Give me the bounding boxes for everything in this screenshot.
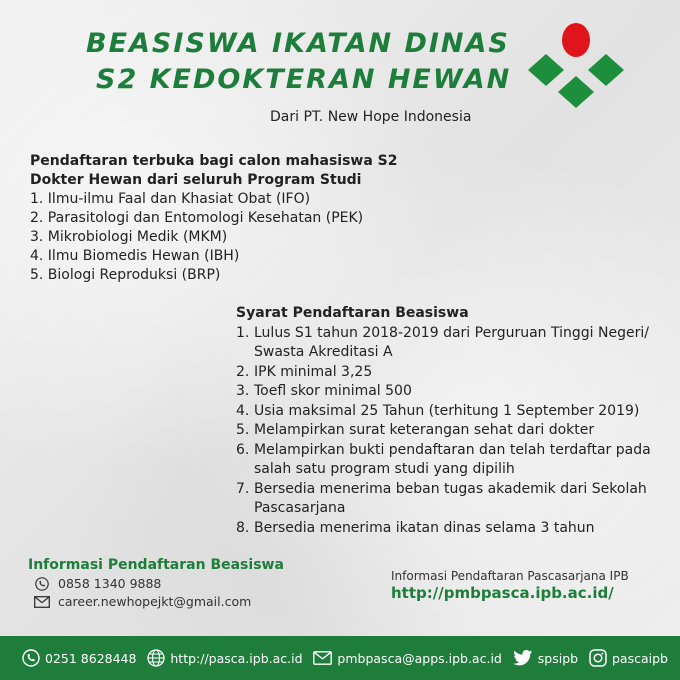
requirement-text: Melampirkan bukti pendaftaran dan telah terdaftar pada salah satu program studi yang dipilih	[254, 441, 651, 477]
requirement-item	[236, 324, 666, 363]
pasca-info-label: Informasi Pendaftaran Pascasarjana IPB	[391, 569, 629, 583]
requirements-heading: Syarat Pendaftaran Beasiswa	[236, 305, 469, 321]
instagram-icon	[589, 649, 607, 667]
requirement-item	[236, 480, 666, 519]
contact-email: career.newhopejkt@gmail.com	[58, 594, 252, 609]
footer-phone[interactable]	[22, 649, 136, 667]
footer-instagram[interactable]	[589, 649, 668, 667]
footer-website-text: http://pasca.ipb.ac.id	[170, 650, 303, 666]
requirement-number: 8.	[236, 519, 250, 536]
intro-heading-1: Pendaftaran terbuka bagi calon mahasiswa S2	[30, 153, 398, 169]
requirement-item	[236, 363, 666, 383]
pasca-link[interactable]: http://pmbpasca.ipb.ac.id/	[391, 584, 614, 602]
title-line-2: S2 KEDOKTERAN HEWAN	[96, 64, 512, 95]
requirement-item	[236, 402, 666, 422]
requirement-number: 4.	[236, 402, 250, 419]
footer-twitter-text: spsipb	[537, 650, 579, 666]
requirement-number: 7.	[236, 480, 250, 497]
requirement-text: Lulus S1 tahun 2018-2019 dari Perguruan Tinggi Negeri/ Swasta Akreditasi A	[254, 324, 649, 360]
twitter-icon	[513, 650, 533, 666]
requirement-text: Toefl skor minimal 500	[254, 383, 412, 399]
footer-website[interactable]	[147, 649, 302, 667]
requirement-number: 2.	[236, 363, 250, 380]
requirements-section	[236, 304, 666, 538]
requirement-item	[236, 519, 666, 539]
requirement-item	[236, 382, 666, 402]
footer-twitter[interactable]	[513, 650, 578, 666]
phone-icon	[22, 649, 40, 667]
footer-phone-text: 0251 8628448	[45, 650, 137, 666]
intro-heading-2: Dokter Hewan dari seluruh Program Studi	[30, 172, 362, 188]
company-logo	[528, 22, 624, 112]
footer-email-text: pmbpasca@apps.ipb.ac.id	[337, 650, 502, 666]
phone-icon	[34, 577, 50, 591]
requirement-number: 5.	[236, 422, 250, 438]
requirement-text: Bersedia menerima beban tugas akademik dari Sekolah Pascasarjana	[254, 480, 647, 516]
program-list	[30, 190, 398, 285]
contact-phone: 0858 1340 9888	[58, 576, 162, 591]
program-item: 3. Mikrobiologi Medik (MKM)	[30, 229, 228, 245]
program-item: 5. Biologi Reproduksi (BRP)	[30, 267, 221, 283]
requirement-number: 1.	[236, 324, 250, 341]
requirement-item	[236, 441, 666, 480]
contact-title: Informasi Pendaftaran Beasiswa	[28, 557, 284, 573]
requirement-item	[236, 421, 666, 441]
requirement-number: 6.	[236, 441, 250, 458]
footer-bar	[0, 636, 680, 680]
contact-email-row[interactable]	[34, 594, 251, 609]
footer-email[interactable]	[313, 651, 501, 666]
envelope-icon	[313, 651, 332, 665]
globe-icon	[147, 649, 165, 667]
requirements-list	[236, 324, 666, 539]
footer-instagram-text: pascaipb	[611, 650, 668, 666]
program-item: 1. Ilmu-ilmu Faal dan Khasiat Obat (IFO)	[30, 191, 311, 207]
title-line-1: BEASISWA IKATAN DINAS	[86, 28, 510, 59]
contact-phone-row[interactable]	[34, 576, 161, 591]
program-item: 2. Parasitologi dan Entomologi Kesehatan (PEK)	[30, 210, 364, 226]
envelope-icon	[34, 595, 50, 609]
requirement-text: Usia maksimal 25 Tahun (terhitung 1 September 2019)	[254, 402, 640, 419]
requirement-number: 3.	[236, 383, 250, 399]
program-item: 4. Ilmu Biomedis Hewan (IBH)	[30, 248, 240, 264]
intro-section	[30, 152, 398, 285]
subtitle: Dari PT. New Hope Indonesia	[270, 109, 472, 125]
requirement-text: IPK minimal 3,25	[254, 363, 373, 380]
requirement-text: Melampirkan surat keterangan sehat dari dokter	[254, 422, 595, 438]
requirement-text: Bersedia menerima ikatan dinas selama 3 tahun	[254, 519, 595, 536]
